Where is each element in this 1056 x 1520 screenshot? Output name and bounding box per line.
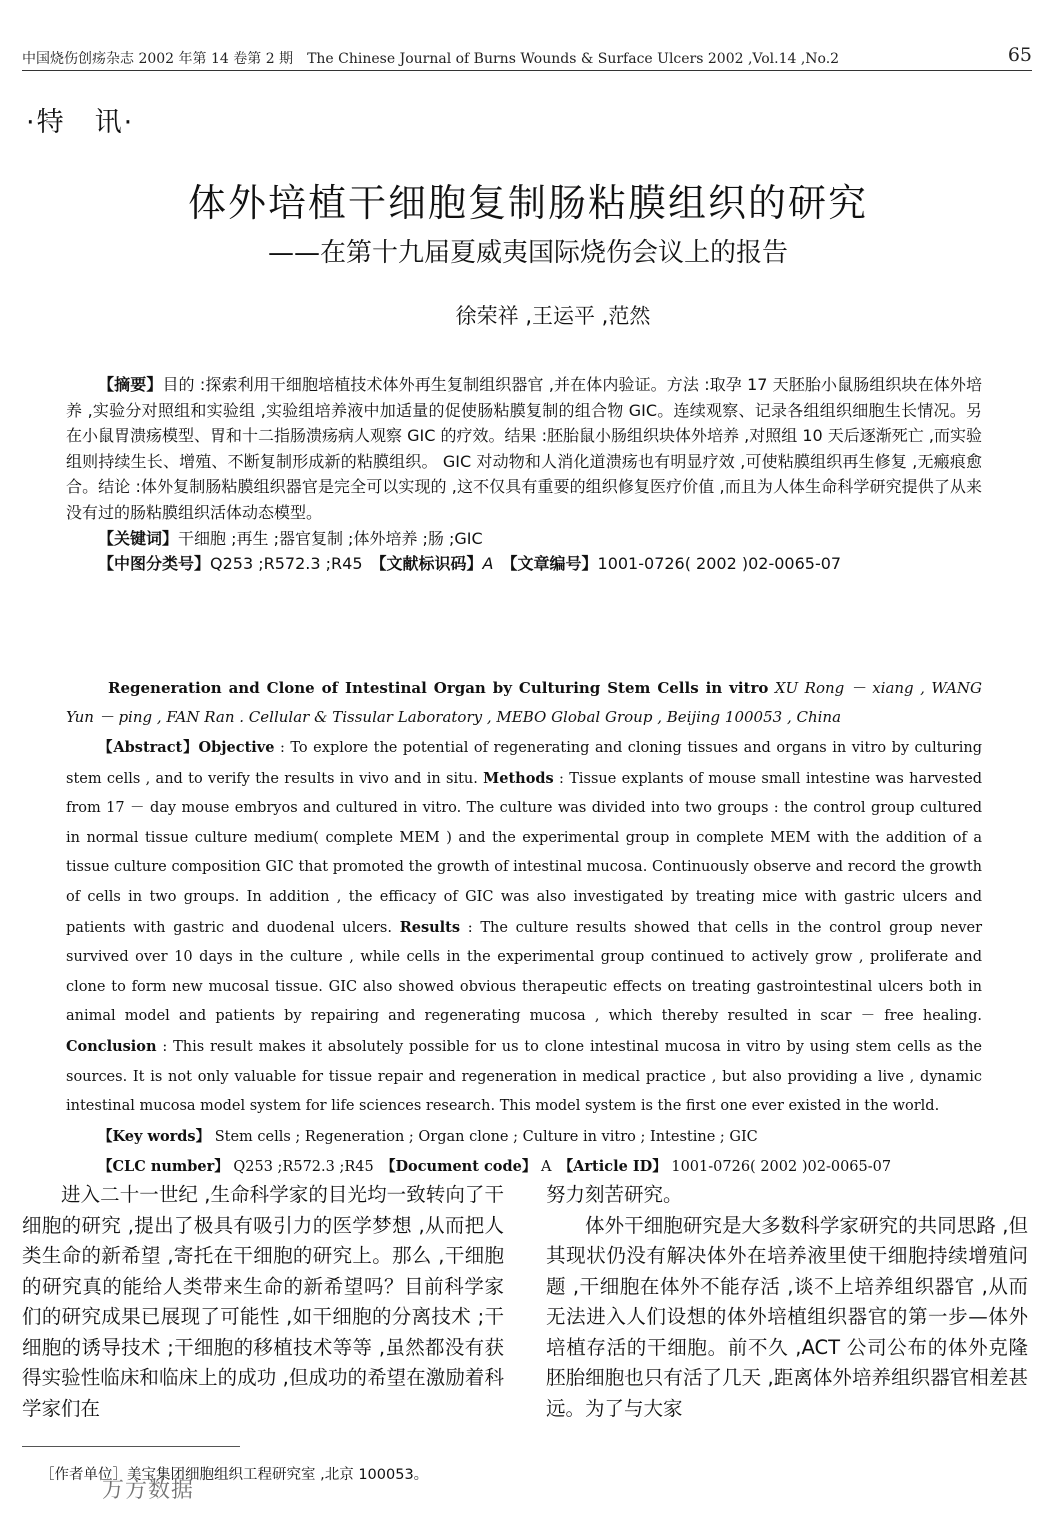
keywords-en (66, 1122, 982, 1153)
author-affiliation-footnote: ［作者单位］美宝集团细胞组织工程研究室 ,北京 100053。 (40, 1467, 429, 1483)
doc-code-cn-value: A (482, 554, 494, 574)
abstract-cn-label: 【摘要】 (98, 375, 163, 394)
english-title-block (66, 674, 982, 732)
header-divider (22, 70, 1032, 71)
body-paragraph: 努力刻苦研究。 (546, 1183, 683, 1206)
classification-cn (66, 551, 982, 577)
article-id-en-label: 【Article ID】 (565, 1158, 667, 1176)
journal-citation (22, 48, 839, 68)
classification-en (66, 1152, 982, 1183)
conclusion-label: Conclusion (66, 1037, 157, 1055)
section-tag: ·特 讯· (26, 107, 135, 138)
english-abstract-block (66, 733, 982, 1183)
body-paragraph: 体外干细胞研究是大多数科学家研究的共同思路 ,但其现状仍没有解决体外在培养液里使干细胞持续增殖问题 ,干细胞在体外不能存活 ,谈不上培养组织器官 ,从而无法进入人们设想的体外培植组织器官的第一步—体外培植存活的干细胞。前不久 ,ACT 公司公布的体外克隆胚胎细胞也只有活了几天 ,距离体外培养组织器官相差甚远。为了与大家 (546, 1213, 1028, 1420)
body-column-right (546, 1180, 1028, 1424)
doc-code-en-value: A (540, 1159, 552, 1176)
article-id-en-value: 1001-0726( 2002 )02-0065-07 (671, 1159, 892, 1176)
keywords-en-text: Stem cells ; Regeneration ; Organ clone ; Culture in vitro ; Intestine ; GIC (214, 1128, 758, 1145)
body-paragraph: 进入二十一世纪 ,生命科学家的目光均一致转向了干细胞的研究 ,提出了极具有吸引力的医学梦想 ,从而把人类生命的新希望 ,寄托在干细胞的研究上。那么 ,干细胞的研究真的能给人类带来生命的新希望吗？目前科学家们的研究成果已展现了可能性 ,如干细胞的分离技术 ;干细胞的诱导技术 ;干细胞的移植技术等等 ,虽然都没有获得实验性临床和临床上的成功 ,但成功的希望在激励着科学家们在 (22, 1183, 504, 1420)
conclusion-text: This result makes it absolutely possible for us to clone intestinal mucosa in vitro by using stem cells as the sources. It is not only valuable for tissue repair and regeneration in medical practice , but also providing a live , dynamic intestinal mucosa model system for life sciences research. This model system is the first one ever existed in the world. (66, 1038, 982, 1115)
objective-label: Objective (198, 739, 275, 756)
page-number: 65 (1007, 44, 1032, 66)
methods-text: Tissue explants of mouse small intestine was harvested from 17 － day mouse embryos and cultured in vitro. The culture was divided into two groups : the control group cultured in normal tissue culture medium( complete MEM ) and the experimental group in complete MEM with the addition of a tissue culture composition GIC that promoted the growth of intestinal mucosa. Continuously observe and record the growth of cells in two groups. In addition , the efficacy of GIC was also investigated by treating mice with gastric ulcers and patients with gastric and duodenal ulcers. (66, 770, 982, 936)
article-subtitle: ——在第十九届夏威夷国际烧伤会议上的报告 (267, 238, 788, 268)
abstract-cn (66, 372, 982, 526)
results-label: Results (399, 918, 461, 936)
doc-code-en-label: 【Document code】 (388, 1158, 537, 1176)
clc-en-value: Q253 ;R572.3 ;R45 (233, 1159, 374, 1176)
clc-en-label: 【CLC number】 (98, 1158, 229, 1176)
english-title: Regeneration and Clone of Intestinal Organ by Culturing Stem Cells in vitro (108, 679, 769, 697)
doc-code-cn-label: 【文献标识码】 (378, 554, 483, 574)
english-authors-affiliation: XU Rong － xiang , WANG Yun － ping , FAN Ran . Cellular & Tissular Laboratory , MEBO Global Group , Beijing 100053 , China (66, 679, 982, 726)
watermark-text: 万方数据 (102, 1478, 195, 1503)
article-id-cn-value: 1001-0726( 2002 )02-0065-07 (597, 554, 842, 574)
methods-label: Methods (483, 769, 554, 787)
results-text: The culture results showed that cells in the control group never survived over 10 days in the culture , while cells in the experimental group continued to actively grow , proliferate and clone to form new mucosal tissue. GIC also showed obvious therapeutic effects on treating gastrointestinal ulcers both in animal model and patients by repairing and regenerating mucosa , which thereby resulted in scar － free healing. (66, 919, 983, 1025)
article-id-cn-label: 【文章编号】 (509, 554, 598, 574)
objective-text: To explore the potential of regenerating and cloning tissues and organs in vitro by culturing stem cells , and to verify the results in vivo and in situ. (66, 740, 983, 787)
clc-cn-label: 【中图分类号】 (98, 554, 211, 574)
clc-cn-value: Q253 ;R572.3 ;R45 (210, 554, 363, 574)
keywords-cn (66, 526, 982, 552)
author-list: 徐荣祥 ,王运平 ,范然 (455, 304, 651, 328)
journal-name-en: The Chinese Journal of Burns Wounds & Surface Ulcers 2002 ,Vol.14 ,No.2 (307, 51, 840, 67)
keywords-cn-text: 干细胞 ;再生 ;器官复制 ;体外培养 ;肠 ;GIC (178, 528, 483, 548)
keywords-en-label: 【Key words】 (98, 1127, 211, 1145)
chinese-abstract-block (66, 372, 982, 577)
keywords-cn-label: 【关键词】 (98, 528, 179, 548)
article-title: 体外培植干细胞复制肠粘膜组织的研究 (187, 181, 868, 225)
body-column-left (22, 1180, 504, 1424)
abstract-cn-text: 目的 :探索利用干细胞培植技术体外再生复制组织器官 ,并在体内验证。方法 :取孕 17 天胚胎小鼠肠组织块在体外培养 ,实验分对照组和实验组 ,实验组培养液中加适量的促使肠粘膜复制的组合物 GIC。连续观察、记录各组组织细胞生长情况。另在小鼠胃溃疡模型、胃和十二指肠溃疡病人观察 GIC 的疗效。结果 :胚胎鼠小肠组织块体外培养 ,对照组 10 天后逐渐死亡 ,而实验组则持续生长、增殖、不断复制形成新的粘膜组织。 GIC 对动物和人消化道溃疡也有明显疗效 ,可使粘膜组织再生修复 ,无瘢痕愈合。结论 :体外复制肠粘膜组织器官是完全可以实现的 ,这不仅具有重要的组织修复医疗价值 ,而且为人体生命科学研究提供了从来没有过的肠粘膜组织活体动态模型。 (66, 375, 982, 522)
footnote-divider (22, 1446, 240, 1447)
journal-name-cn: 中国烧伤创疡杂志 2002 年第 14 卷第 2 期 (22, 51, 294, 67)
abstract-en: 【Abstract】Objective : To explore the potential of regenerating and cloning tissues and organs in vitro by culturing stem cells , and to verify the results in vivo and in situ. Methods : Tissue explants of mouse small intestine was harvested from 17 － day mouse embryos and cultured in vitro. The culture was divided into two groups : the control group cultured in normal tissue culture medium( complete MEM ) and the experimental group in complete MEM with the addition of a tissue culture composition GIC that promoted the growth of intestinal mucosa. Continuously observe and record the growth of cells in two groups. In addition , the efficacy of GIC was also investigated by treating mice with gastric ulcers and patients with gastric and duodenal ulcers. Results : The culture results showed that cells in the control group never survived over 10 days in the culture , while cells in the experimental group continued to actively grow , proliferate and clone to form new mucosal tissue. GIC also showed obvious therapeutic effects on treating gastrointestinal ulcers both in animal model and patients by repairing and regenerating mucosa , which thereby resulted in scar － free healing. Conclusion : This result makes it absolutely possible for us to clone intestinal mucosa in vitro by using stem cells as the sources. It is not only valuable for tissue repair and regeneration in medical practice , but also providing a live , dynamic intestinal mucosa model system for life sciences research. This model system is the first one ever existed in the world. (66, 739, 983, 1115)
abstract-en-label: 【Abstract】 (98, 739, 199, 756)
